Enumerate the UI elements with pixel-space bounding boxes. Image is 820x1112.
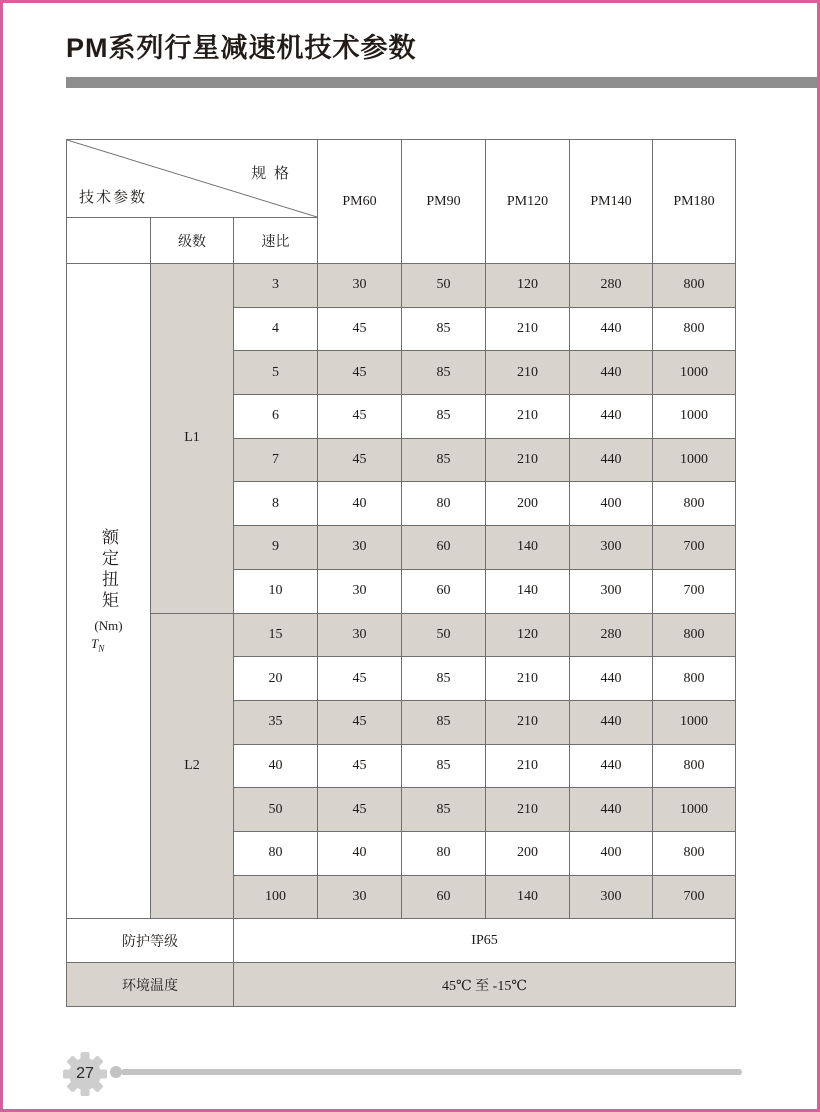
torque-value-cell: 85 (402, 351, 486, 395)
torque-value-cell: 140 (486, 569, 570, 613)
torque-value-cell: 45 (318, 351, 402, 395)
torque-value-cell: 30 (318, 569, 402, 613)
ratio-cell: 100 (234, 875, 318, 919)
stage-cell: L2 (151, 613, 234, 919)
torque-value-cell: 200 (486, 482, 570, 526)
torque-value-cell: 85 (402, 438, 486, 482)
torque-label-vertical: 额定扭矩 (99, 528, 118, 613)
torque-value-cell: 1000 (653, 700, 736, 744)
column-header-pm90: PM90 (402, 140, 486, 264)
torque-value-cell: 800 (653, 744, 736, 788)
stage-cell: L1 (151, 264, 234, 614)
torque-value-cell: 85 (402, 744, 486, 788)
torque-label-cell (67, 264, 151, 919)
torque-value-cell: 280 (570, 613, 653, 657)
torque-value-cell: 210 (486, 438, 570, 482)
torque-value-cell: 80 (402, 831, 486, 875)
ratio-cell: 4 (234, 307, 318, 351)
ratio-cell: 10 (234, 569, 318, 613)
torque-value-cell: 300 (570, 569, 653, 613)
torque-value-cell: 85 (402, 395, 486, 439)
torque-value-cell: 300 (570, 526, 653, 570)
page-title: PM系列行星减速机技术参数 (66, 33, 417, 63)
torque-value-cell: 300 (570, 875, 653, 919)
stage-header-cell: 级数 (151, 218, 234, 264)
torque-value-cell: 50 (402, 613, 486, 657)
table-row (67, 264, 736, 308)
ratio-cell: 20 (234, 657, 318, 701)
footer-label-cell: 防护等级 (67, 919, 234, 963)
ratio-cell: 8 (234, 482, 318, 526)
torque-value-cell: 30 (318, 526, 402, 570)
page-number: 27 (76, 1065, 94, 1082)
torque-value-cell: 210 (486, 700, 570, 744)
torque-value-cell: 40 (318, 831, 402, 875)
torque-value-cell: 440 (570, 788, 653, 832)
torque-unit: (Nm) (94, 618, 123, 634)
torque-value-cell: 440 (570, 395, 653, 439)
torque-value-cell: 45 (318, 744, 402, 788)
column-header-pm120: PM120 (486, 140, 570, 264)
torque-value-cell: 45 (318, 788, 402, 832)
column-header-pm140: PM140 (570, 140, 653, 264)
table-footer (67, 919, 736, 1007)
torque-value-cell: 210 (486, 351, 570, 395)
footer-rule-line (121, 1069, 742, 1075)
torque-symbol: $T_N$ (91, 636, 105, 654)
torque-value-cell: 30 (318, 264, 402, 308)
torque-value-cell: 800 (653, 831, 736, 875)
torque-value-cell: 210 (486, 657, 570, 701)
torque-value-cell: 1000 (653, 788, 736, 832)
footer-value-cell: IP65 (234, 919, 736, 963)
torque-value-cell: 60 (402, 875, 486, 919)
torque-value-cell: 210 (486, 788, 570, 832)
torque-value-cell: 800 (653, 307, 736, 351)
footer-value-cell: 45℃ 至 -15℃ (234, 963, 736, 1007)
torque-value-cell: 60 (402, 526, 486, 570)
corner-label-params: 技术参数 (79, 190, 148, 206)
torque-value-cell: 700 (653, 875, 736, 919)
ratio-cell: 6 (234, 395, 318, 439)
title-underline-bar (66, 77, 817, 88)
torque-value-cell: 800 (653, 613, 736, 657)
torque-value-cell: 440 (570, 307, 653, 351)
ratio-cell: 80 (234, 831, 318, 875)
torque-value-cell: 60 (402, 569, 486, 613)
header-row-top (67, 140, 736, 218)
torque-value-cell: 120 (486, 264, 570, 308)
corner-cell (67, 140, 318, 218)
torque-value-cell: 140 (486, 526, 570, 570)
torque-value-cell: 1000 (653, 438, 736, 482)
ratio-cell: 35 (234, 700, 318, 744)
torque-value-cell: 440 (570, 700, 653, 744)
torque-value-cell: 400 (570, 831, 653, 875)
torque-value-cell: 800 (653, 657, 736, 701)
table-body (67, 264, 736, 919)
torque-value-cell: 45 (318, 700, 402, 744)
torque-value-cell: 140 (486, 875, 570, 919)
torque-value-cell: 280 (570, 264, 653, 308)
footer-row (67, 963, 736, 1007)
torque-value-cell: 30 (318, 613, 402, 657)
torque-value-cell: 400 (570, 482, 653, 526)
torque-value-cell: 45 (318, 657, 402, 701)
ratio-cell: 40 (234, 744, 318, 788)
ratio-cell: 9 (234, 526, 318, 570)
torque-value-cell: 85 (402, 657, 486, 701)
torque-value-cell: 210 (486, 307, 570, 351)
ratio-cell: 7 (234, 438, 318, 482)
table-row (67, 613, 736, 657)
ratio-cell: 50 (234, 788, 318, 832)
ratio-header-cell: 速比 (234, 218, 318, 264)
column-header-pm180: PM180 (653, 140, 736, 264)
torque-value-cell: 45 (318, 395, 402, 439)
torque-value-cell: 80 (402, 482, 486, 526)
torque-value-cell: 45 (318, 438, 402, 482)
torque-value-cell: 85 (402, 700, 486, 744)
ratio-cell: 15 (234, 613, 318, 657)
footer-row (67, 919, 736, 963)
torque-value-cell: 800 (653, 482, 736, 526)
corner-label-spec: 规 格 (251, 166, 292, 182)
ratio-cell: 5 (234, 351, 318, 395)
torque-value-cell: 800 (653, 264, 736, 308)
torque-value-cell: 1000 (653, 351, 736, 395)
torque-value-cell: 85 (402, 788, 486, 832)
torque-value-cell: 1000 (653, 395, 736, 439)
torque-value-cell: 85 (402, 307, 486, 351)
column-header-pm60: PM60 (318, 140, 402, 264)
torque-value-cell: 440 (570, 744, 653, 788)
footer-label-cell: 环境温度 (67, 963, 234, 1007)
torque-value-cell: 440 (570, 657, 653, 701)
torque-value-cell: 700 (653, 526, 736, 570)
torque-value-cell: 40 (318, 482, 402, 526)
torque-value-cell: 210 (486, 395, 570, 439)
torque-value-cell: 45 (318, 307, 402, 351)
ratio-cell: 3 (234, 264, 318, 308)
torque-value-cell: 440 (570, 351, 653, 395)
torque-value-cell: 200 (486, 831, 570, 875)
empty-header-cell (67, 218, 151, 264)
torque-value-cell: 210 (486, 744, 570, 788)
spec-table (66, 139, 736, 1007)
torque-value-cell: 30 (318, 875, 402, 919)
torque-value-cell: 440 (570, 438, 653, 482)
page-number-gear (61, 1050, 109, 1098)
torque-value-cell: 50 (402, 264, 486, 308)
torque-value-cell: 120 (486, 613, 570, 657)
torque-value-cell: 700 (653, 569, 736, 613)
